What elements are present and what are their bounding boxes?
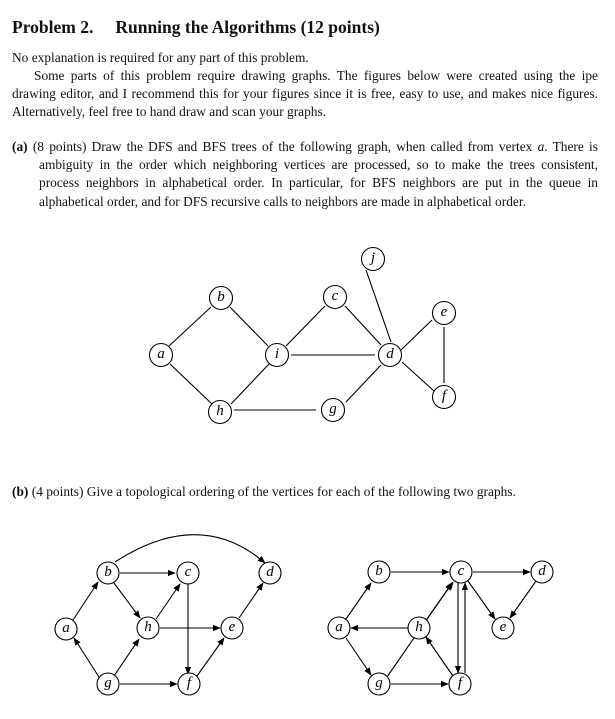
b2-node-d-label: d [538, 563, 546, 579]
b1-node-f-label: f [186, 675, 192, 691]
node-j [362, 248, 385, 271]
node-i-label: i [274, 346, 280, 362]
edge-b1-b-d [115, 535, 265, 563]
node-c [324, 286, 347, 309]
b2-node-a-label: a [335, 619, 343, 635]
b2-node-e-label: e [499, 619, 507, 635]
graph-a-edges [169, 270, 444, 410]
node-f-label: f [441, 388, 447, 404]
edge-b2-a-g [346, 638, 371, 675]
b2-node-c-label: c [457, 563, 465, 579]
edge-a-h [170, 364, 212, 404]
problem-title: Running the Algorithms (12 points) [115, 17, 380, 37]
node-d [379, 344, 402, 367]
b2-node-b [368, 561, 390, 583]
edge-d-e [401, 320, 432, 350]
b1-node-b-label: b [104, 564, 112, 580]
b1-node-a-label: a [62, 620, 70, 636]
part-b-body: (4 points) Give a topological ordering of the vertices for each of the following two graphs. [31, 484, 516, 499]
intro-line-1: No explanation is required for any part of this problem. [12, 50, 309, 65]
b1-node-h [137, 617, 159, 639]
node-a [150, 344, 173, 367]
b1-node-a [55, 618, 77, 640]
b1-node-e-label: e [228, 619, 236, 635]
edge-b1-g-a [74, 638, 99, 677]
b2-node-g [368, 673, 390, 695]
b1-node-e [221, 617, 243, 639]
b2-node-h-label: h [415, 619, 423, 635]
edge-b1-g-h [114, 639, 139, 676]
node-h-label: h [216, 403, 224, 419]
edge-a-b [169, 307, 211, 346]
edge-b1-h-c [156, 584, 180, 619]
graph-a [150, 248, 456, 424]
b2-node-c [450, 561, 472, 583]
node-c-label: c [331, 288, 339, 304]
b1-node-g [97, 673, 119, 695]
node-i [266, 344, 289, 367]
b2-node-h [408, 617, 430, 639]
b2-node-g-label: g [375, 675, 383, 691]
edge-c-d [345, 306, 381, 345]
node-b-label: b [217, 289, 225, 305]
edge-b-i [230, 307, 268, 346]
node-j-label: j [370, 250, 376, 266]
b2-node-a [328, 617, 350, 639]
node-h [209, 401, 232, 424]
node-e [433, 302, 456, 325]
b1-node-c [177, 562, 199, 584]
b1-node-d-label: d [266, 564, 274, 580]
b1-node-g-label: g [104, 675, 112, 691]
part-b-label: (b) [12, 484, 29, 499]
b2-node-d [531, 561, 553, 583]
b2-node-e [492, 617, 514, 639]
edge-b2-f-h [426, 637, 453, 676]
edge-b2-c-e [468, 581, 495, 619]
part-a-text-after: . There is ambiguity in the order which neighboring vertices are processed, so to make the trees consistent, process neighbors in alphabetical order. In particular, for BFS neighbors are put in the queue in alphabetical order, and for DFS recursive calls to neighbors are made in alphabetical order. [39, 139, 598, 209]
b2-node-f-label: f [457, 675, 463, 691]
graph-b1-edges [73, 535, 265, 684]
part-a-text-before: (8 points) Draw the DFS and BFS trees of the following graph, when called from vertex [32, 139, 533, 154]
node-b [210, 287, 233, 310]
b1-node-f [178, 673, 200, 695]
node-g-label: g [329, 401, 337, 417]
b1-node-c-label: c [184, 564, 192, 580]
part-a-label: (a) [12, 139, 28, 154]
node-a-label: a [157, 346, 165, 362]
edge-d-f [402, 362, 434, 391]
b1-node-d [259, 562, 281, 584]
edge-i-c [286, 306, 325, 346]
node-e-label: e [440, 304, 448, 320]
problem-number: Problem 2. [12, 17, 94, 37]
edge-g-d [346, 365, 381, 402]
b1-node-b [97, 562, 119, 584]
edge-b2-d-e [510, 581, 536, 618]
part-a-vertex: a [537, 139, 545, 154]
intro-paragraph: Some parts of this problem require drawing graphs. The figures below were created using the ipe drawing editor, and I recommend this for your figures since it is free, easy to use, and makes nice figures. Alternatively, feel free to hand draw and scan your graphs. [12, 68, 598, 120]
node-f [433, 386, 456, 409]
node-g [322, 399, 345, 422]
edge-h-i [231, 364, 269, 404]
graph-b2 [328, 561, 553, 695]
edge-b2-a-b [346, 583, 371, 619]
node-d-label: d [386, 346, 394, 362]
edge-b1-e-d [239, 583, 263, 618]
b2-node-b-label: b [375, 563, 383, 579]
edge-b1-a-b [73, 582, 98, 620]
edge-j-d [366, 270, 391, 342]
edge-b1-f-e [197, 638, 224, 676]
edge-b1-b-h [114, 583, 140, 618]
b1-node-h-label: h [144, 619, 152, 635]
graph-b1 [55, 535, 281, 695]
b2-node-f [449, 673, 471, 695]
